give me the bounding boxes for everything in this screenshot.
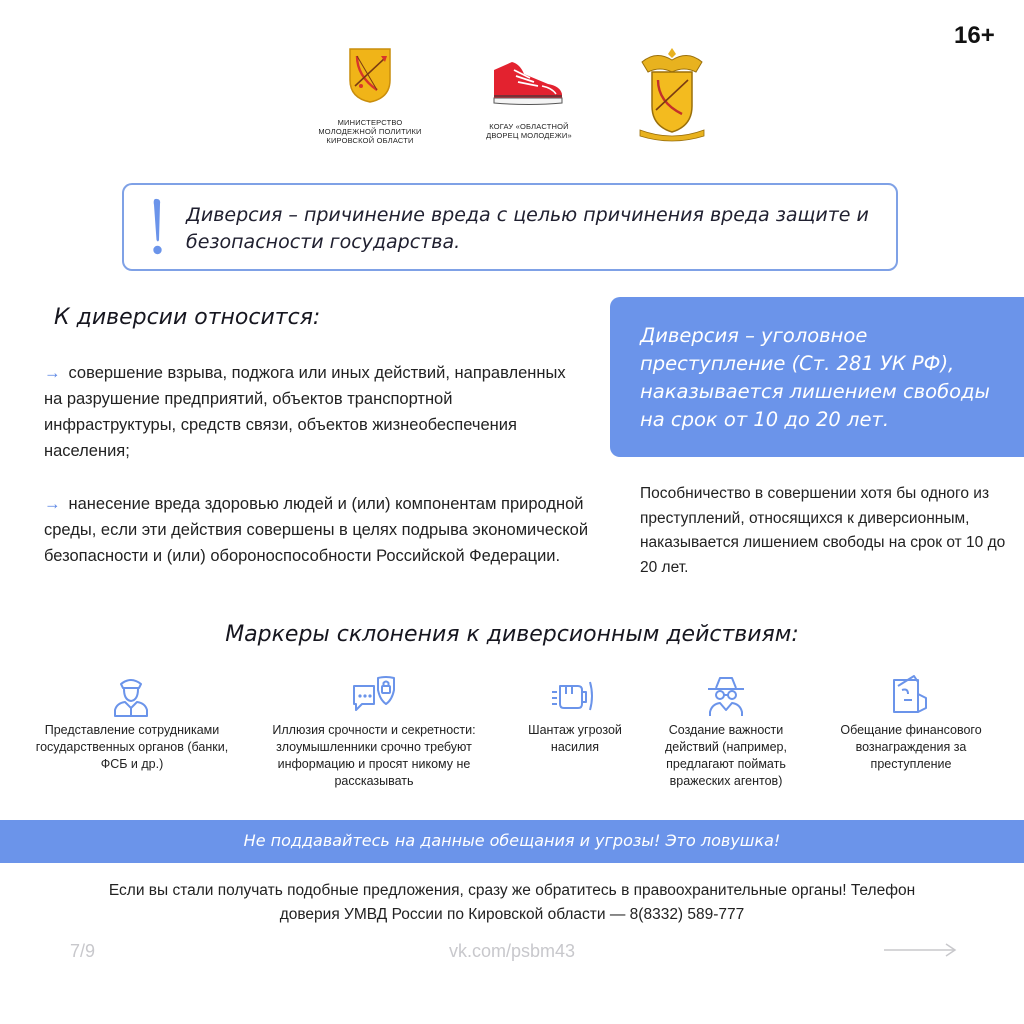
kirov-coat-of-arms-icon: [347, 46, 393, 104]
fist-icon: [550, 672, 598, 720]
ministry-logo: [310, 44, 430, 149]
marker-caption: Представление сотрудниками государственных органов (банки, ФСБ и др.): [35, 723, 229, 771]
age-rating-badge: 16+: [954, 22, 995, 49]
penalty-card-text: Диверсия – уголовное преступление (Ст. 281 УК РФ), наказывается лишением свободы на срок от 10 до 20 лет.: [640, 324, 990, 431]
page-number: 7/9: [70, 941, 96, 961]
sneaker-icon: [490, 56, 566, 106]
complicity-text: Пособничество в совершении хотя бы одного из преступлений, относящихся к диверсионным, наказывается лишением свободы на срок от 10 до 20 лет.: [640, 485, 1006, 576]
definition-text: Диверсия – причинение вреда с целью причинения вреда защите и безопасности государства.: [186, 204, 869, 253]
includes-heading: К диверсии относится:: [54, 305, 321, 330]
palace-logo: [470, 52, 588, 144]
police-emblem-icon: [636, 42, 708, 144]
officer-icon: [107, 672, 155, 720]
warning-text: Не поддавайтесь на данные обещания и угрозы! Это ловушка!: [243, 831, 781, 850]
list-item-text: нанесение вреда здоровью людей и (или) компонентам природной среды, если эти действия совершены в целях подрыва экономической безопасности и (или) обороноспособности Российской Федерации.: [44, 495, 589, 565]
marker-caption: Иллюзия срочности и секретности: злоумышленники срочно требуют информацию и просят никому не рассказывать: [272, 723, 476, 788]
secret-chat-icon: [350, 672, 398, 720]
arrow-right-icon: →: [44, 364, 61, 382]
arrow-right-icon[interactable]: [882, 942, 958, 958]
palace-logo-caption: КОГАУ «ОБЛАСТНОЙ ДВОРЕЦ МОЛОДЕЖИ»: [486, 122, 572, 140]
spy-icon: [702, 672, 750, 720]
marker-caption: Шантаж угрозой насилия: [528, 723, 622, 754]
money-icon: [884, 672, 932, 720]
list-item: [44, 360, 584, 464]
police-logo: [636, 42, 708, 144]
list-item-text: совершение взрыва, поджога или иных действий, направленных на разрушение предприятий, объектов транспортной инфраструктуры, средств связи, объектов жизнеобеспечения населения;: [44, 364, 566, 460]
contact-text: Если вы стали получать подобные предложения, сразу же обратитесь в правоохранительные органы! Телефон доверия УМВД России по Кировской области — 8(8332) 589-777: [108, 882, 916, 923]
site-link[interactable]: vk.com/psbm43: [448, 941, 576, 961]
marker-caption: Обещание финансового вознаграждения за преступление: [840, 723, 982, 771]
exclamation-icon: [148, 196, 168, 258]
ministry-logo-caption: МИНИСТЕРСТВО МОЛОДЕЖНОЙ ПОЛИТИКИ КИРОВСКОЙ ОБЛАСТИ: [318, 118, 422, 145]
list-item: [44, 491, 589, 569]
arrow-right-icon: →: [44, 495, 61, 513]
marker-caption: Создание важности действий (например, предлагают поймать вражеских агентов): [665, 723, 787, 788]
markers-heading: Маркеры склонения к диверсионным действиям:: [225, 622, 799, 647]
